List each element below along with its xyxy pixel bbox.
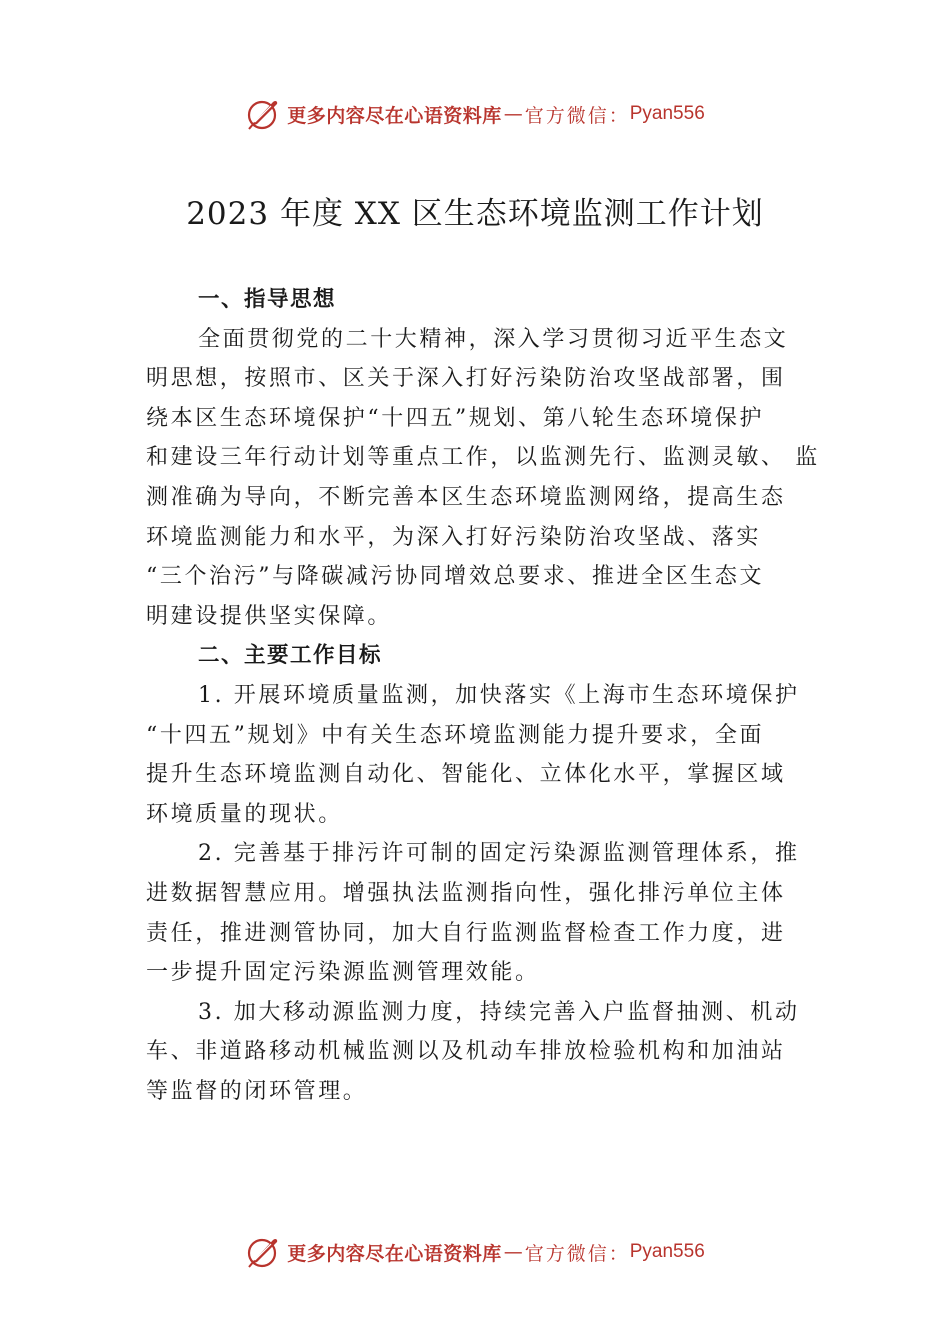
- paragraph-line: 进数据智慧应用。增强执法监测指向性，强化排污单位主体: [146, 880, 786, 906]
- banner-text: 更多内容尽在心语资料库: [287, 104, 502, 127]
- footer-banner: [0, 1232, 950, 1272]
- paragraph-line: 等监督的闭环管理。: [146, 1078, 368, 1104]
- banner-wechat-id: Pyan556: [629, 1241, 705, 1262]
- paragraph-line: 车、非道路移动机械监测以及机动车排放检验机构和加油站: [146, 1039, 786, 1065]
- paragraph-line: 测准确为导向，不断完善本区生态环境监测网络，提高生态: [146, 484, 786, 510]
- section-heading: 一、指导思想: [198, 287, 337, 312]
- paragraph-line: 和建设三年行动计划等重点工作，以监测先行、监测灵敏、 监: [146, 445, 820, 471]
- banner-text: 更多内容尽在心语资料库: [287, 1242, 502, 1265]
- paragraph-line: 2. 完善基于排污许可制的固定污染源监测管理体系，推: [198, 841, 800, 867]
- banner-wechat-id: Pyan556: [629, 103, 705, 124]
- paragraph-line: 全面贯彻党的二十大精神，深入学习贯彻习近平生态文: [198, 326, 789, 352]
- paragraph-line: “三个治污”与降碳减污协同增效总要求、推进全区生态文: [146, 564, 765, 590]
- banner-dash: —: [503, 103, 523, 125]
- section-heading: 二、主要工作目标: [198, 643, 383, 669]
- quill-pen-logo-icon: [245, 96, 281, 132]
- document-title: 2023 年度 XX 区生态环境监测工作计划: [186, 196, 764, 232]
- banner-wechat-label: 官方微信：: [524, 1242, 630, 1265]
- paragraph-line: 责任，推进测管协同，加大自行监测监督检查工作力度，进: [146, 920, 786, 946]
- quill-pen-logo-icon: [245, 1234, 281, 1270]
- header-banner: [0, 94, 950, 134]
- paragraph: [146, 993, 818, 1112]
- paragraph: [146, 834, 818, 992]
- paragraph-line: 提升生态环境监测自动化、智能化、立体化水平，掌握区域: [146, 762, 786, 788]
- banner-dash: —: [503, 1241, 523, 1263]
- paragraph-line: 环境监测能力和水平，为深入打好污染防治攻坚战、落实: [146, 524, 762, 550]
- paragraph-line: 绕本区生态环境保护“十四五”规划、第八轮生态环境保护: [146, 405, 765, 431]
- paragraph-line: 一步提升固定污染源监测管理效能。: [146, 960, 540, 986]
- document-body: [146, 280, 818, 1111]
- paragraph: [146, 320, 818, 637]
- paragraph-line: 环境质量的现状。: [146, 801, 343, 827]
- paragraph-line: 明建设提供坚实保障。: [146, 603, 393, 629]
- banner-wechat-label: 官方微信：: [524, 104, 630, 127]
- paragraph: [146, 676, 818, 834]
- paragraph-line: 3. 加大移动源监测力度，持续完善入户监督抽测、机动: [198, 999, 800, 1025]
- paragraph-line: 1. 开展环境质量监测，加快落实《上海市生态环境保护: [198, 682, 800, 708]
- paragraph-line: “十四五”规划》中有关生态环境监测能力提升要求，全面: [146, 722, 765, 748]
- paragraph-line: 明思想，按照市、区关于深入打好污染防治攻坚战部署，围: [146, 366, 786, 392]
